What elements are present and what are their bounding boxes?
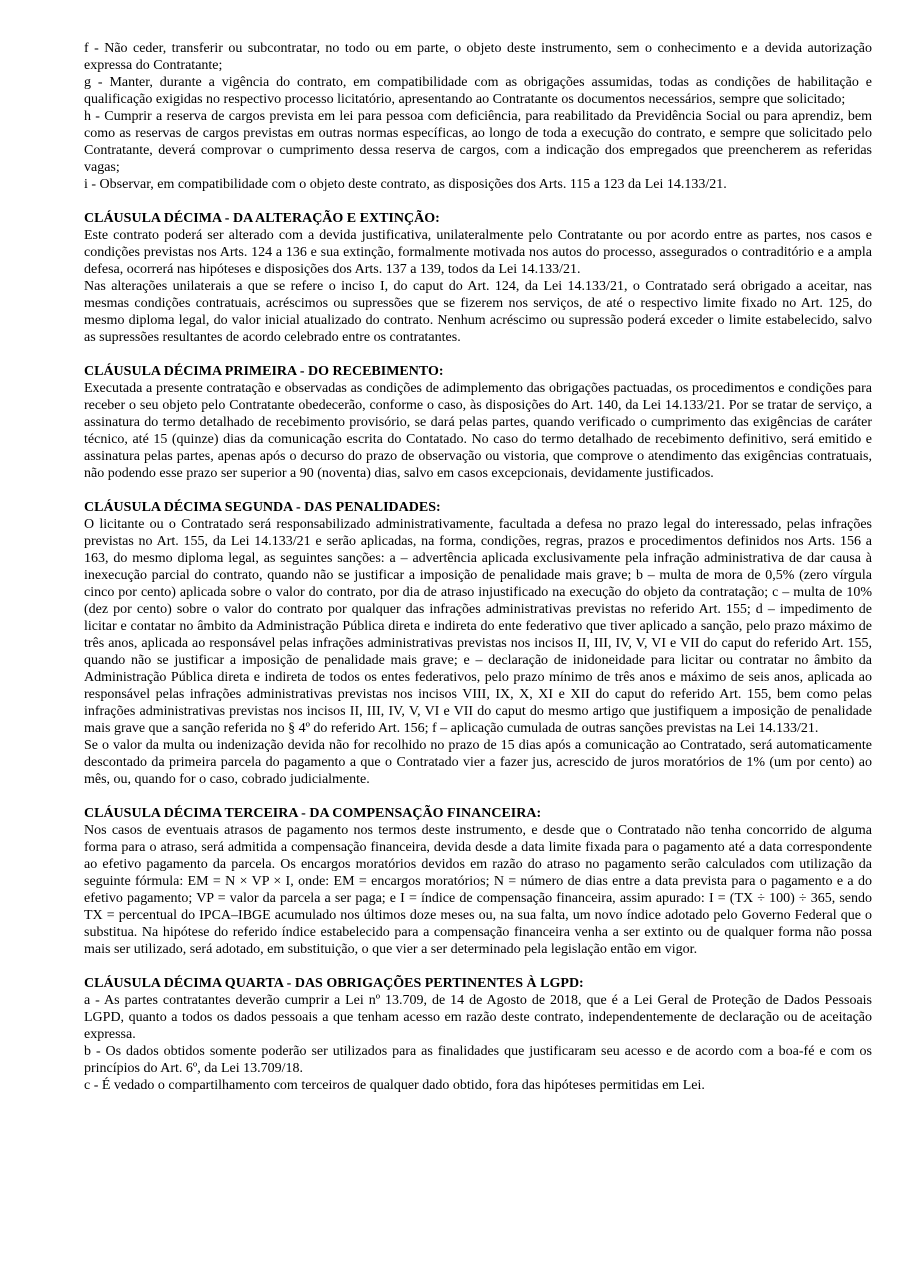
section-clausula-decima <box>84 210 872 346</box>
lgpd-item-b: b - Os dados obtidos somente poderão ser utilizados para as finalidades que justificaram seu acesso e de acordo com a boa-fé e com os princípios do Art. 6º, da Lei 13.709/18. <box>84 1044 872 1076</box>
lgpd-item-c: c - É vedado o compartilhamento com terceiros de qualquer dado obtido, fora das hipóteses permitidas em Lei. <box>84 1078 705 1093</box>
clausula-decima-quarta-heading: CLÁUSULA DÉCIMA QUARTA - DAS OBRIGAÇÕES PERTINENTES À LGPD: <box>84 976 584 991</box>
clausula-decima-segunda-paragraph: O licitante ou o Contratado será responsabilizado administrativamente, facultada a defesa no prazo legal do interessado, pelas infrações previstas no Art. 155, da Lei 14.133/21 e serão aplicadas, na forma, condições, regras, prazos e procedimentos definidos nos Arts. 156 a 163, do mesmo diploma legal, as seguintes sanções: a – advertência aplicada exclusivamente pela infração administrativa de dar causa à inexecução parcial do contrato, quando não se justificar a imposição de penalidade mais grave; b – multa de mora de 0,5% (zero vírgula cinco por cento) aplicada sobre o valor do contrato, por dia de atraso injustificado na execução do objeto da contratação; c – multa de 10% (dez por cento) sobre o valor do contrato por qualquer das infrações administrativas previstas no referido Art. 155; d – impedimento de licitar e contatar no âmbito da Administração Pública direta e indireta do ente federativo que tiver aplicado a sanção, pelo prazo máximo de três anos, aplicada ao responsável pelas infrações administrativas previstas nos incisos II, III, IV, V, VI e VII do caput do referido Art. 155, quando não se justificar a imposição de penalidade mais grave; e – declaração de inidoneidade para licitar ou contratar no âmbito da Administração Pública direta e indireta de todos os entes federativos, pelo prazo mínimo de três anos e máximo de seis anos, aplicada ao responsável pelas infrações administrativas previstas nos incisos VIII, IX, X, XI e XII do caput do referido Art. 155, bem como pelas infrações administrativas previstas nos incisos II, III, IV, V, VI e VII do caput do mesmo artigo que justifiquem a imposição de penalidade mais grave que a sanção referida no § 4º do referido Art. 156; f – aplicação cumulada de outras sanções previstas na Lei 14.133/21. <box>84 517 872 736</box>
clausula-decima-terceira-paragraph: Nos casos de eventuais atrasos de pagamento nos termos deste instrumento, e desde que o Contratado não tenha concorrido de alguma forma para o atraso, será admitida a compensação financeira, devida desde a data limite fixada para o pagamento até a data correspondente ao efetivo pagamento da parcela. Os encargos moratórios devidos em razão do atraso no pagamento serão calculados com utilização da seguinte fórmula: EM = N × VP × I, onde: EM = encargos moratórios; N = número de dias entre a data prevista para o pagamento e a do efetivo pagamento; VP = valor da parcela a ser paga; e I = índice de compensação financeira, assim apurado: I = (TX ÷ 100) ÷ 365, sendo TX = percentual do IPCA–IBGE acumulado nos últimos doze meses ou, na sua falta, um novo índice adotado pelo Governo Federal que o substitua. Na hipótese do referido índice estabelecido para a compensação financeira venha a ser extinto ou de qualquer forma não possa mais ser utilizado, será adotado, em substituição, o que vier a ser determinado pela legislação então em vigor. <box>84 823 872 957</box>
clausula-decima-segunda-paragraph: Se o valor da multa ou indenização devida não for recolhido no prazo de 15 dias após a comunicação ao Contratado, será automaticamente descontado da primeira parcela do pagamento a que o Contratado vier a fazer jus, acrescido de juros moratórios de 1% (um por cento) ao mês, ou, quando for o caso, cobrado judicialmente. <box>84 738 872 787</box>
obligation-item-f: f - Não ceder, transferir ou subcontratar, no todo ou em parte, o objeto deste instrumento, sem o conhecimento e a devida autorização expressa do Contratante; <box>84 41 872 73</box>
clausula-decima-paragraph: Nas alterações unilaterais a que se refere o inciso I, do caput do Art. 124, da Lei 14.133/21, o Contratado será obrigado a aceitar, nas mesmas condições contratuais, acréscimos ou supressões que se fizerem nos serviços, de até o respectivo limite fixado no Art. 125, do mesmo diploma legal, do valor inicial atualizado do contrato. Nenhum acréscimo ou supressão poderá exceder o limite estabelecido, salvo as supressões resultantes de acordo celebrado entre os contratantes. <box>84 279 872 345</box>
section-clausula-decima-quarta <box>84 975 872 1094</box>
clausula-decima-terceira-heading: CLÁUSULA DÉCIMA TERCEIRA - DA COMPENSAÇÃO FINANCEIRA: <box>84 806 542 821</box>
clausula-decima-heading: CLÁUSULA DÉCIMA - DA ALTERAÇÃO E EXTINÇÃO: <box>84 211 440 226</box>
lgpd-item-a: a - As partes contratantes deverão cumprir a Lei nº 13.709, de 14 de Agosto de 2018, que é a Lei Geral de Proteção de Dados Pessoais LGPD, quanto a todos os dados pessoais a que tenham acesso em razão deste contrato, independentemente de declaração ou de aceitação expressa. <box>84 993 872 1042</box>
obligation-item-g: g - Manter, durante a vigência do contrato, em compatibilidade com as obrigações assumidas, todas as condições de habilitação e qualificação exigidas no respectivo processo licitatório, apresentando ao Contratante os documentos necessários, sempre que solicitado; <box>84 75 872 107</box>
section-clausula-decima-segunda <box>84 499 872 788</box>
clausula-decima-paragraph: Este contrato poderá ser alterado com a devida justificativa, unilateralmente pelo Contratante ou por acordo entre as partes, nos casos e condições previstas nos Arts. 124 a 136 e sua extinção, formalmente motivada nos autos do processo, assegurados o contraditório e a ampla defesa, ocorrerá nas hipóteses e disposições dos Arts. 137 a 139, todos da Lei 14.133/21. <box>84 228 872 277</box>
section-clausula-decima-terceira <box>84 805 872 958</box>
obligation-item-i: i - Observar, em compatibilidade com o objeto deste contrato, as disposições dos Arts. 115 a 123 da Lei 14.133/21. <box>84 177 727 192</box>
contractor-obligations-list <box>84 40 872 193</box>
clausula-decima-segunda-heading: CLÁUSULA DÉCIMA SEGUNDA - DAS PENALIDADES: <box>84 500 441 515</box>
clausula-decima-primeira-heading: CLÁUSULA DÉCIMA PRIMEIRA - DO RECEBIMENTO: <box>84 364 444 379</box>
section-clausula-decima-primeira <box>84 363 872 482</box>
clausula-decima-primeira-paragraph: Executada a presente contratação e observadas as condições de adimplemento das obrigações pactuadas, os procedimentos e condições para receber o seu objeto pelo Contratante obedecerão, conforme o caso, às disposições do Art. 140, da Lei 14.133/21. Por se tratar de serviço, a assinatura do termo detalhado de recebimento provisório, se dará pelas partes, quando verificado o cumprimento das exigências de caráter técnico, até 15 (quinze) dias da comunicação escrita do Contatado. No caso do termo detalhado de recebimento definitivo, será emitido e assinatura pelas partes, apenas após o decurso do prazo de observação ou vistoria, que comprove o atendimento das exigências contratuais, não podendo esse prazo ser superior a 90 (noventa) dias, salvo em casos excepcionais, devidamente justificados. <box>84 381 872 481</box>
obligation-item-h: h - Cumprir a reserva de cargos prevista em lei para pessoa com deficiência, para reabilitado da Previdência Social ou para aprendiz, bem como as reservas de cargos previstas em outras normas específicas, ao longo de toda a execução do contrato, e sempre que solicitado pelo Contratante, deverá comprovar o cumprimento dessa reserva de cargos, com a indicação dos empregados que preencherem as referidas vagas; <box>84 109 872 175</box>
